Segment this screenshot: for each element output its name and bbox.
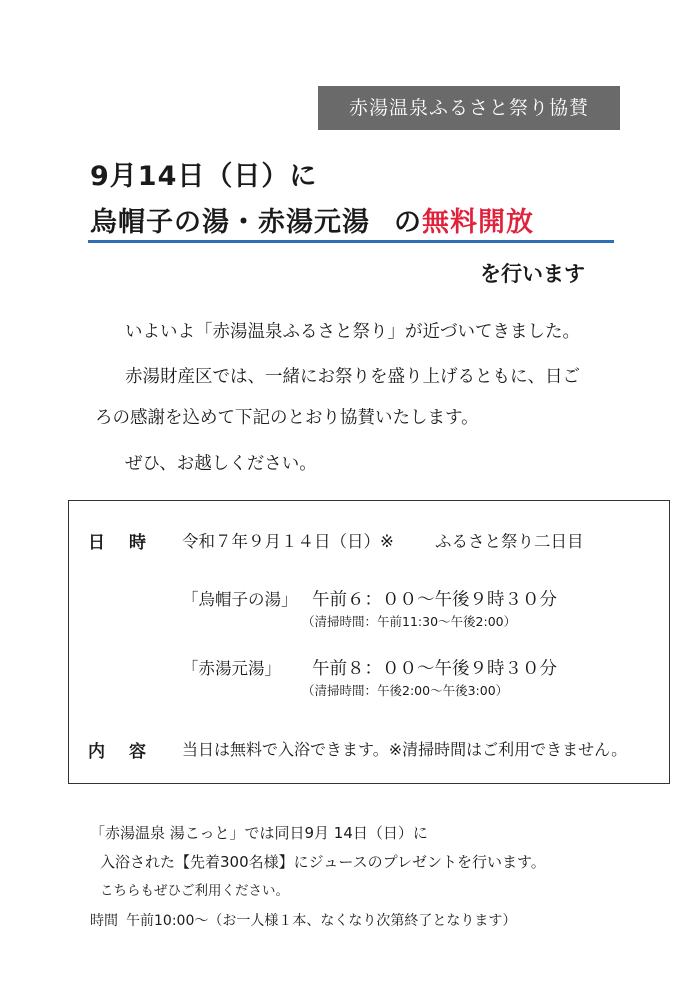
datetime-label <box>88 528 146 553</box>
headline-underline <box>88 240 614 243</box>
datetime-value: 令和７年９月１４日（日）※ <box>182 532 394 551</box>
eboshi-cleaning-time: （清掃時間：午前11:30～午後2:00） <box>302 614 517 629</box>
footer-line-3: こちらもぜひご利用ください。 <box>100 883 289 899</box>
footer-time <box>90 910 516 930</box>
intro-paragraph-4: ぜひ、お越しください。 <box>125 454 317 474</box>
eboshi-name: 「烏帽子の湯」 <box>182 590 298 609</box>
headline-ending: を行います <box>480 262 585 286</box>
content-label-char-2: 容 <box>129 742 146 762</box>
headline-free-open: 無料開放 <box>422 207 534 238</box>
footer-time-value: 午前10:00～（お一人様１本、なくなり次第終了となります） <box>126 913 517 929</box>
footer-time-label: 時間 <box>90 913 118 929</box>
eboshi-hours: 午前６：００～午後９時３０分 <box>312 590 557 610</box>
datetime-label-char-1: 日 <box>88 533 105 553</box>
intro-paragraph-3: ろの感謝を込めて下記のとおり協賛いたします。 <box>95 408 479 428</box>
content-label <box>88 737 146 762</box>
headline-particle: の <box>394 207 422 238</box>
datetime-label-char-2: 時 <box>129 533 146 553</box>
akayu-hours: 午前８：００～午後９時３０分 <box>312 659 557 679</box>
footer-line-2: 入浴された【先着300名様】にジュースのプレゼントを行います。 <box>100 853 546 871</box>
content-value: 当日は無料で入浴できます。※清掃時間はご利用できません。 <box>182 740 628 759</box>
intro-paragraph-1: いよいよ「赤湯温泉ふるさと祭り」が近づいてきました。 <box>125 322 580 342</box>
footer-line-1: 「赤湯温泉 湯こっと」では同日9月 14日（日）に <box>90 824 428 842</box>
headline-venues: 烏帽子の湯・赤湯元湯 <box>90 207 370 238</box>
event-date-heading: 9月14日（日）に <box>90 161 318 192</box>
intro-paragraph-2: 赤湯財産区では、一緒にお祭りを盛り上げるともに、日ご <box>125 367 580 387</box>
akayu-name: 「赤湯元湯」 <box>182 659 281 678</box>
akayu-cleaning-time: （清掃時間：午後2:00～午後3:00） <box>302 683 509 698</box>
sponsor-badge: 赤湯温泉ふるさと祭り協賛 <box>318 86 620 130</box>
content-label-char-1: 内 <box>88 742 105 762</box>
datetime-note: ふるさと祭り二日目 <box>435 532 584 551</box>
headline <box>90 200 534 239</box>
